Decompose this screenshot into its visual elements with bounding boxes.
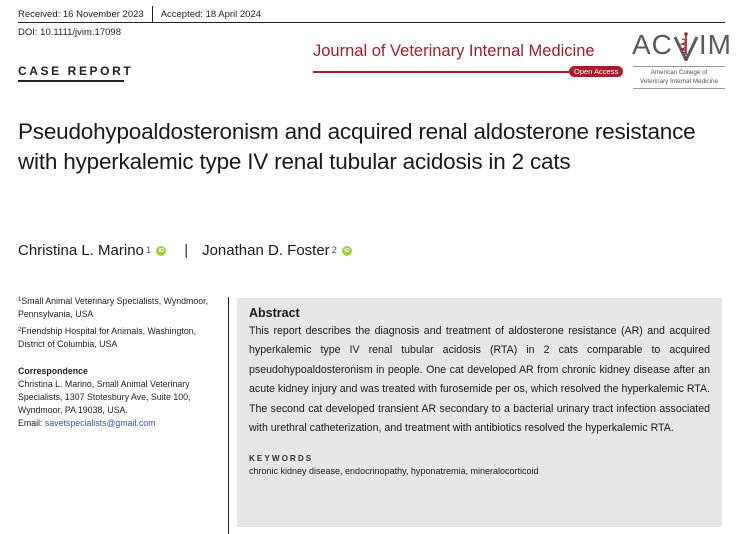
author-name[interactable]: Christina L. Marino [18,242,144,259]
abstract-heading: Abstract [249,306,300,320]
author-list [18,242,352,259]
doi[interactable]: DOI: 10.1111/jvim.17098 [18,27,121,38]
divider [313,71,569,73]
orcid-icon[interactable]: iD [156,246,166,256]
open-access-badge: Open Access [569,66,623,77]
affiliation-marker[interactable]: 1 [145,245,152,256]
divider [18,22,163,23]
correspondence-heading: Correspondence [18,366,88,376]
divider [152,6,153,22]
correspondence-email: Email: savetspecialists@gmail.com [18,418,156,428]
divider [228,297,229,534]
affiliations-panel [18,294,223,430]
logo-text-left: AC [632,29,673,60]
divider [633,88,725,89]
affiliation-item: $^2$Friendship Hospital for Animals, Washington, District of Columbia, USA [18,326,197,349]
divider [163,22,725,23]
affiliation-marker[interactable]: 2 [331,245,337,256]
keywords-list: chronic kidney disease, endocrinopathy, hyponatremia, mineralocorticoid [249,466,539,477]
author-separator: | [184,242,189,259]
acvim-logo [632,29,732,61]
publication-dates [18,6,261,22]
accepted-date: Accepted: 18 April 2024 [160,8,262,20]
affiliation-item: $^1$Small Animal Veterinary Specialists, Wyndmoor, Pennsylvania, USA [18,296,209,319]
abstract-panel [237,298,722,527]
author-name[interactable]: Jonathan D. Foster [202,242,330,259]
caduceus-v-icon [673,31,699,61]
email-link[interactable]: savetspecialists@gmail.com [44,418,156,428]
received-date: Received: 16 November 2023 [18,8,144,20]
logo-text-right: IM [698,29,733,60]
article-type: CASE REPORT [18,64,134,78]
divider [633,66,725,67]
keywords-heading: KEYWORDS [249,454,314,464]
correspondence-address: Christina L. Marino, Small Animal Veterinary Specialists, 1307 Stotesbury Ave, Suite 100, Wyndmoor, PA 19038, USA. [18,379,191,415]
orcid-icon[interactable]: iD [342,246,352,256]
article-title: Pseudohypoaldosteronism and acquired renal aldosterone resistance with hyperkalemic type IV renal tubular acidosis in 2 cats [18,119,696,174]
society-name: American College of Veterinary Internal Medicine [639,69,719,85]
abstract-text: This report describes the diagnosis and treatment of aldosterone resistance (AR) and acquired hyperkalemic type IV renal tubular acidosis (RTA) in 2 cats comparable to acquired pseudohypoaldosteronism in people. One cat developed AR from chronic kidney disease after an acute kidney injury and was treated with furosemide per os, which resolved the hyperkalemic RTA. The second cat developed transient AR secondary to a bacterial urinary tract infection associated with urethral catheterization, and treatment with antibiotics resolved the hyperkalemic RTA. [249,325,710,435]
divider [18,80,124,82]
journal-name: Journal of Veterinary Internal Medicine [313,42,595,60]
